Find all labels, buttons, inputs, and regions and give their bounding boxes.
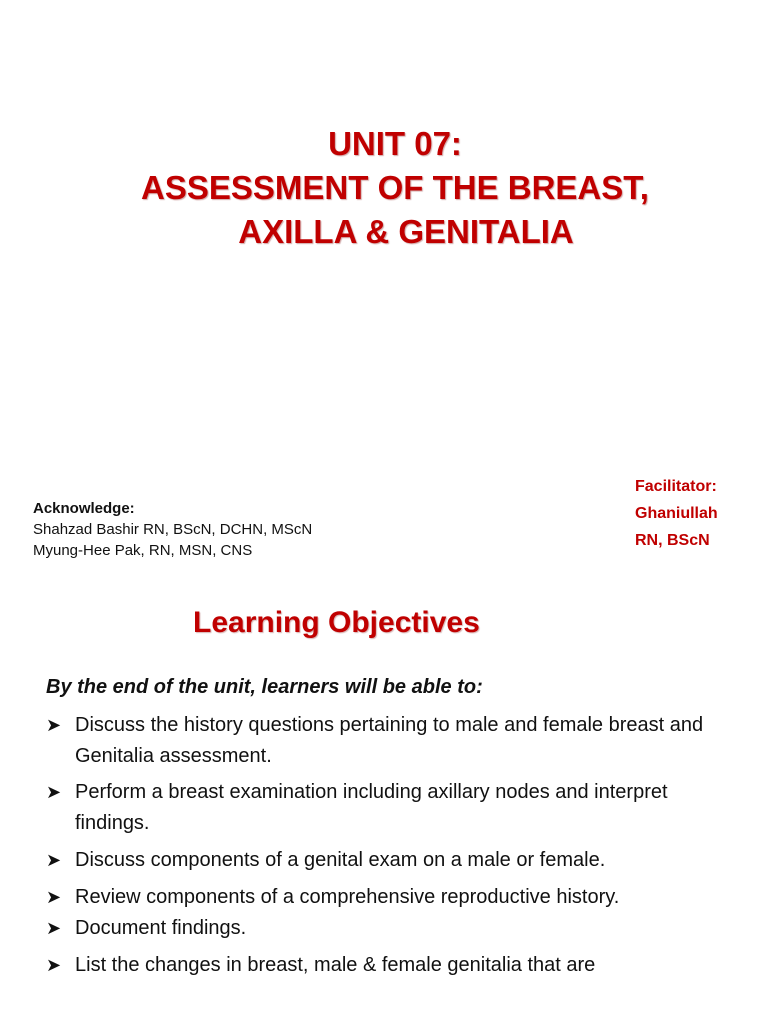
arrowhead-bullet-icon: ➤ xyxy=(46,918,62,938)
facilitator-name: Ghaniullah xyxy=(635,505,718,522)
slide-title xyxy=(0,122,768,254)
list-item xyxy=(46,710,746,772)
arrowhead-bullet-icon: ➤ xyxy=(46,887,62,907)
objective-text: Review components of a comprehensive reproductive history. xyxy=(75,886,620,908)
title-line-assessment: ASSESSMENT OF THE BREAST, xyxy=(141,169,649,206)
list-item xyxy=(46,845,746,876)
acknowledge-block xyxy=(33,498,312,561)
facilitator-block xyxy=(635,473,718,554)
title-line-unit: UNIT 07: xyxy=(328,125,462,162)
title-line-axilla: AXILLA & GENITALIA xyxy=(238,213,574,250)
facilitator-label: Facilitator: xyxy=(635,478,717,495)
arrowhead-bullet-icon: ➤ xyxy=(46,715,62,735)
objective-text: Perform a breast examination including axillary nodes and interpret findings. xyxy=(75,781,668,834)
list-item xyxy=(46,913,746,944)
objectives-intro: By the end of the unit, learners will be able to: xyxy=(46,676,483,698)
objective-text: List the changes in breast, male & female genitalia that are xyxy=(75,954,596,976)
list-item xyxy=(46,882,746,913)
objective-text: Discuss the history questions pertaining to male and female breast and Genitalia assessment. xyxy=(75,714,704,767)
learning-objectives-heading: Learning Objectives xyxy=(193,606,480,639)
acknowledge-person: Myung-Hee Pak, RN, MSN, CNS xyxy=(33,542,253,559)
acknowledge-heading: Acknowledge: xyxy=(33,500,135,517)
arrowhead-bullet-icon: ➤ xyxy=(46,782,62,802)
list-item xyxy=(46,777,746,839)
arrowhead-bullet-icon: ➤ xyxy=(46,850,62,870)
list-item xyxy=(46,950,746,981)
objective-text: Discuss components of a genital exam on a male or female. xyxy=(75,849,606,871)
facilitator-credentials: RN, BScN xyxy=(635,532,710,549)
objective-text: Document findings. xyxy=(75,917,247,939)
objectives-list xyxy=(46,710,746,981)
acknowledge-person: Shahzad Bashir RN, BScN, DCHN, MScN xyxy=(33,521,313,538)
arrowhead-bullet-icon: ➤ xyxy=(46,955,62,975)
